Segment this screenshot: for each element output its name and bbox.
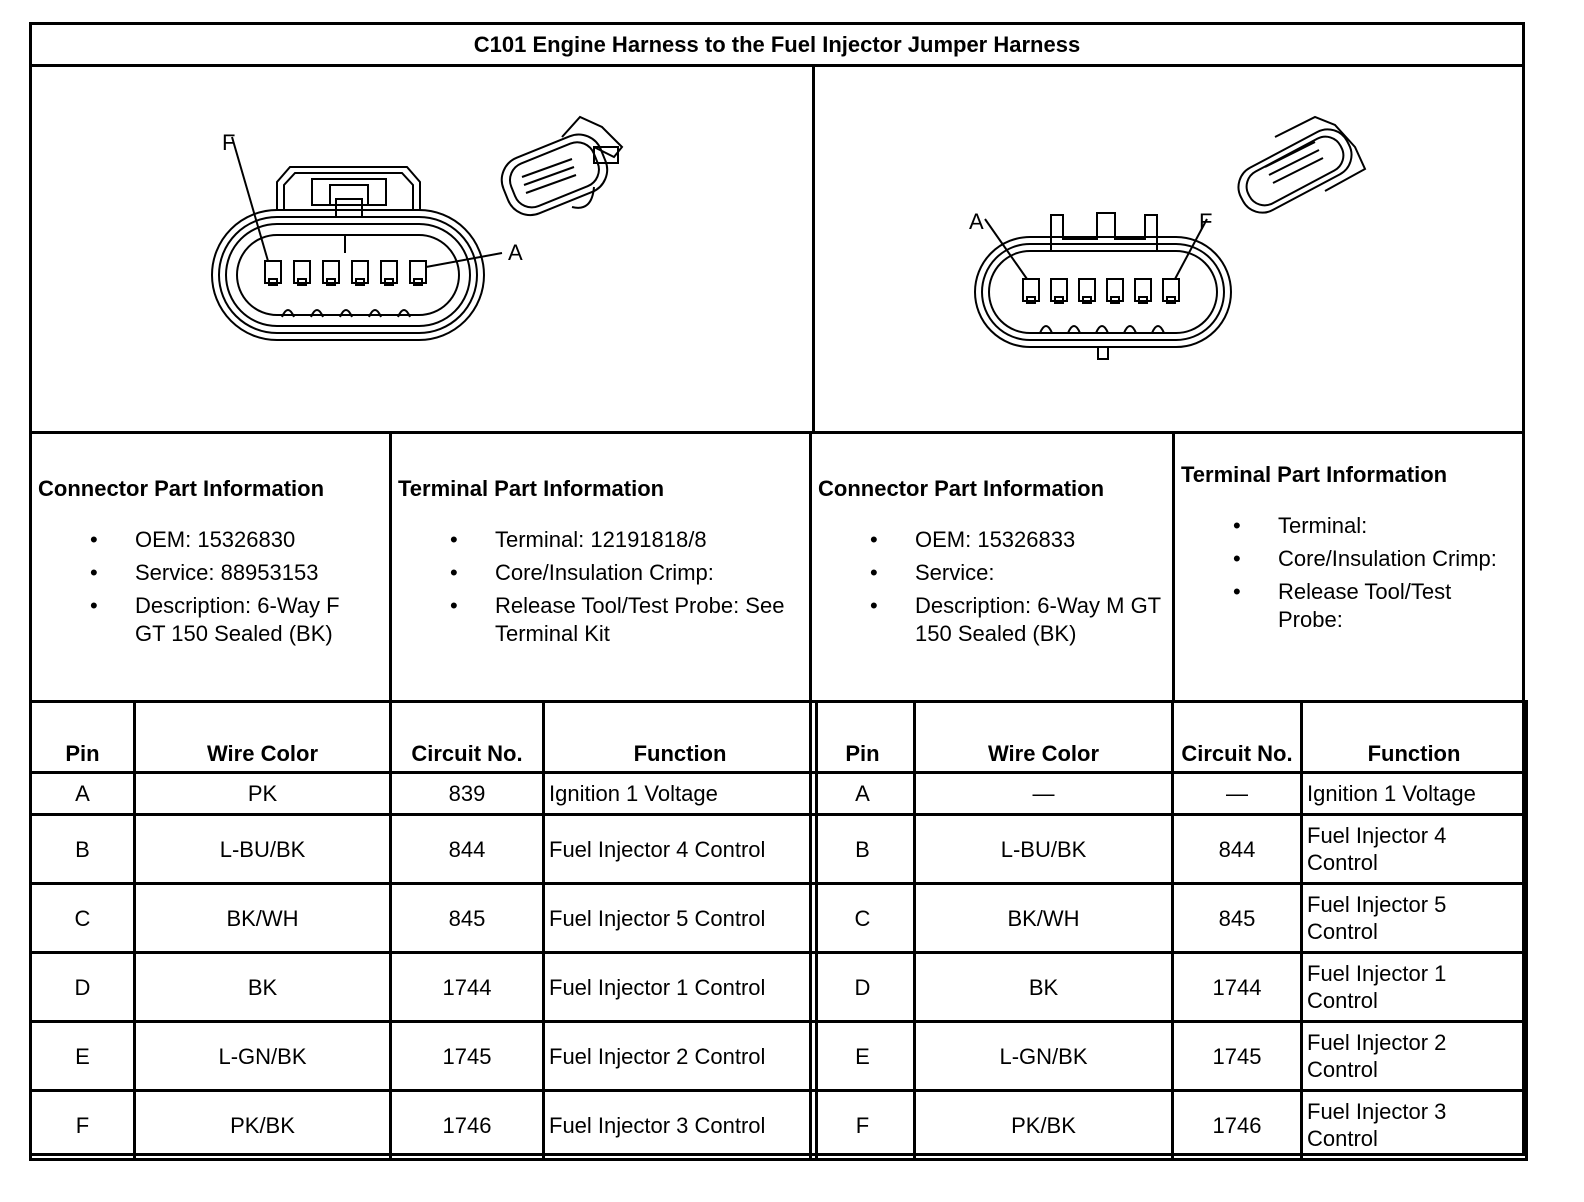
male-connector-diagram — [815, 67, 1525, 431]
function-cell: Fuel Injector 1 Control — [1302, 953, 1527, 1022]
wire-color-cell: BK — [915, 953, 1173, 1022]
function-cell: Fuel Injector 3 Control — [1302, 1091, 1527, 1160]
info-item: • Core/Insulation Crimp: — [450, 560, 714, 585]
column-header: Function — [1302, 702, 1527, 773]
info-item: • Service: — [870, 560, 995, 585]
pin-cell: A — [811, 773, 915, 815]
table-header-row — [31, 702, 817, 773]
function-cell: Ignition 1 Voltage — [1302, 773, 1527, 815]
circuit-cell: 1745 — [391, 1022, 544, 1091]
column-header: Pin — [811, 702, 915, 773]
right-terminal-info — [1175, 434, 1525, 700]
circuit-cell: 1744 — [391, 953, 544, 1022]
pin-cell: F — [31, 1091, 135, 1160]
table-row — [811, 953, 1527, 1022]
wire-color-cell: — — [915, 773, 1173, 815]
column-header: Wire Color — [915, 702, 1173, 773]
circuit-cell: 1745 — [1173, 1022, 1302, 1091]
info-item: • Terminal: — [1233, 513, 1368, 538]
table-row — [31, 1022, 817, 1091]
pin-cell: C — [811, 884, 915, 953]
function-cell: Fuel Injector 2 Control — [544, 1022, 817, 1091]
table-row — [811, 815, 1527, 884]
function-cell: Fuel Injector 3 Control — [544, 1091, 817, 1160]
label-a: A — [508, 240, 523, 265]
table-row — [811, 1022, 1527, 1091]
wire-color-cell: PK/BK — [915, 1091, 1173, 1160]
column-header: Function — [544, 702, 817, 773]
left-terminal-info — [392, 434, 809, 700]
circuit-cell: — — [1173, 773, 1302, 815]
section-heading: Connector Part Information — [818, 476, 1105, 501]
function-cell: Ignition 1 Voltage — [544, 773, 817, 815]
info-list — [90, 526, 375, 653]
circuit-cell: 839 — [391, 773, 544, 815]
function-cell: Fuel Injector 1 Control — [544, 953, 817, 1022]
left-pinout-table — [29, 700, 818, 1161]
label-a: A — [969, 209, 984, 234]
circuit-cell: 844 — [391, 815, 544, 884]
wire-color-cell: BK — [135, 953, 391, 1022]
table-row — [811, 773, 1527, 815]
section-heading: Connector Part Information — [38, 476, 325, 501]
info-item: • OEM: 15326833 — [870, 527, 1076, 552]
function-cell: Fuel Injector 2 Control — [1302, 1022, 1527, 1091]
left-connector-info — [32, 434, 389, 700]
table-row — [811, 884, 1527, 953]
female-connector-drawing — [32, 67, 812, 431]
circuit-cell: 844 — [1173, 815, 1302, 884]
info-list — [870, 526, 1165, 653]
table-row — [31, 953, 817, 1022]
info-item: • Terminal: 12191818/8 — [450, 527, 707, 552]
page-title: C101 Engine Harness to the Fuel Injector Jumper Harness — [32, 25, 1522, 67]
pin-cell: A — [31, 773, 135, 815]
wire-color-cell: PK/BK — [135, 1091, 391, 1160]
circuit-cell: 1746 — [1173, 1091, 1302, 1160]
wire-color-cell: BK/WH — [135, 884, 391, 953]
circuit-cell: 845 — [1173, 884, 1302, 953]
function-cell: Fuel Injector 5 Control — [1302, 884, 1527, 953]
column-header: Wire Color — [135, 702, 391, 773]
circuit-cell: 1744 — [1173, 953, 1302, 1022]
function-cell: Fuel Injector 4 Control — [1302, 815, 1527, 884]
right-pinout-table — [809, 700, 1528, 1161]
section-heading: Terminal Part Information — [1181, 462, 1448, 487]
female-connector-diagram — [32, 67, 815, 431]
pin-cell: F — [811, 1091, 915, 1160]
wire-color-cell: L-BU/BK — [915, 815, 1173, 884]
pin-cell: D — [31, 953, 135, 1022]
table-row — [31, 1091, 817, 1160]
wire-color-cell: L-BU/BK — [135, 815, 391, 884]
circuit-cell: 1746 — [391, 1091, 544, 1160]
info-list — [1233, 512, 1503, 639]
pin-cell: E — [811, 1022, 915, 1091]
male-connector-drawing — [815, 67, 1525, 431]
pin-cell: E — [31, 1022, 135, 1091]
function-cell: Fuel Injector 4 Control — [544, 815, 817, 884]
circuit-cell: 845 — [391, 884, 544, 953]
table-row — [31, 815, 817, 884]
wire-color-cell: BK/WH — [915, 884, 1173, 953]
info-item: • Release Tool/Test Probe: See Terminal Kit — [450, 593, 785, 646]
wire-color-cell: PK — [135, 773, 391, 815]
label-f: F — [222, 130, 236, 155]
info-item: • OEM: 15326830 — [90, 527, 296, 552]
table-row — [31, 773, 817, 815]
table-row — [31, 884, 817, 953]
info-item: • Description: 6-Way M GT 150 Sealed (BK) — [870, 593, 1161, 646]
info-item: • Service: 88953153 — [90, 560, 319, 585]
table-header-row — [811, 702, 1527, 773]
pin-cell: C — [31, 884, 135, 953]
pin-cell: D — [811, 953, 915, 1022]
label-f: F — [1199, 209, 1213, 234]
pin-cell: B — [31, 815, 135, 884]
info-list — [450, 526, 795, 653]
info-item: • Release Tool/Test Probe: — [1233, 579, 1452, 632]
right-connector-info — [812, 434, 1172, 700]
function-cell: Fuel Injector 5 Control — [544, 884, 817, 953]
table-row — [811, 1091, 1527, 1160]
info-item: • Core/Insulation Crimp: — [1233, 546, 1497, 571]
column-header: Circuit No. — [391, 702, 544, 773]
wire-color-cell: L-GN/BK — [135, 1022, 391, 1091]
section-heading: Terminal Part Information — [398, 476, 665, 501]
column-header: Pin — [31, 702, 135, 773]
part-information-row — [32, 431, 1522, 703]
column-header: Circuit No. — [1173, 702, 1302, 773]
wire-color-cell: L-GN/BK — [915, 1022, 1173, 1091]
connector-sheet — [29, 22, 1525, 1156]
pin-cell: B — [811, 815, 915, 884]
info-item: • Description: 6-Way F GT 150 Sealed (BK) — [90, 593, 340, 646]
